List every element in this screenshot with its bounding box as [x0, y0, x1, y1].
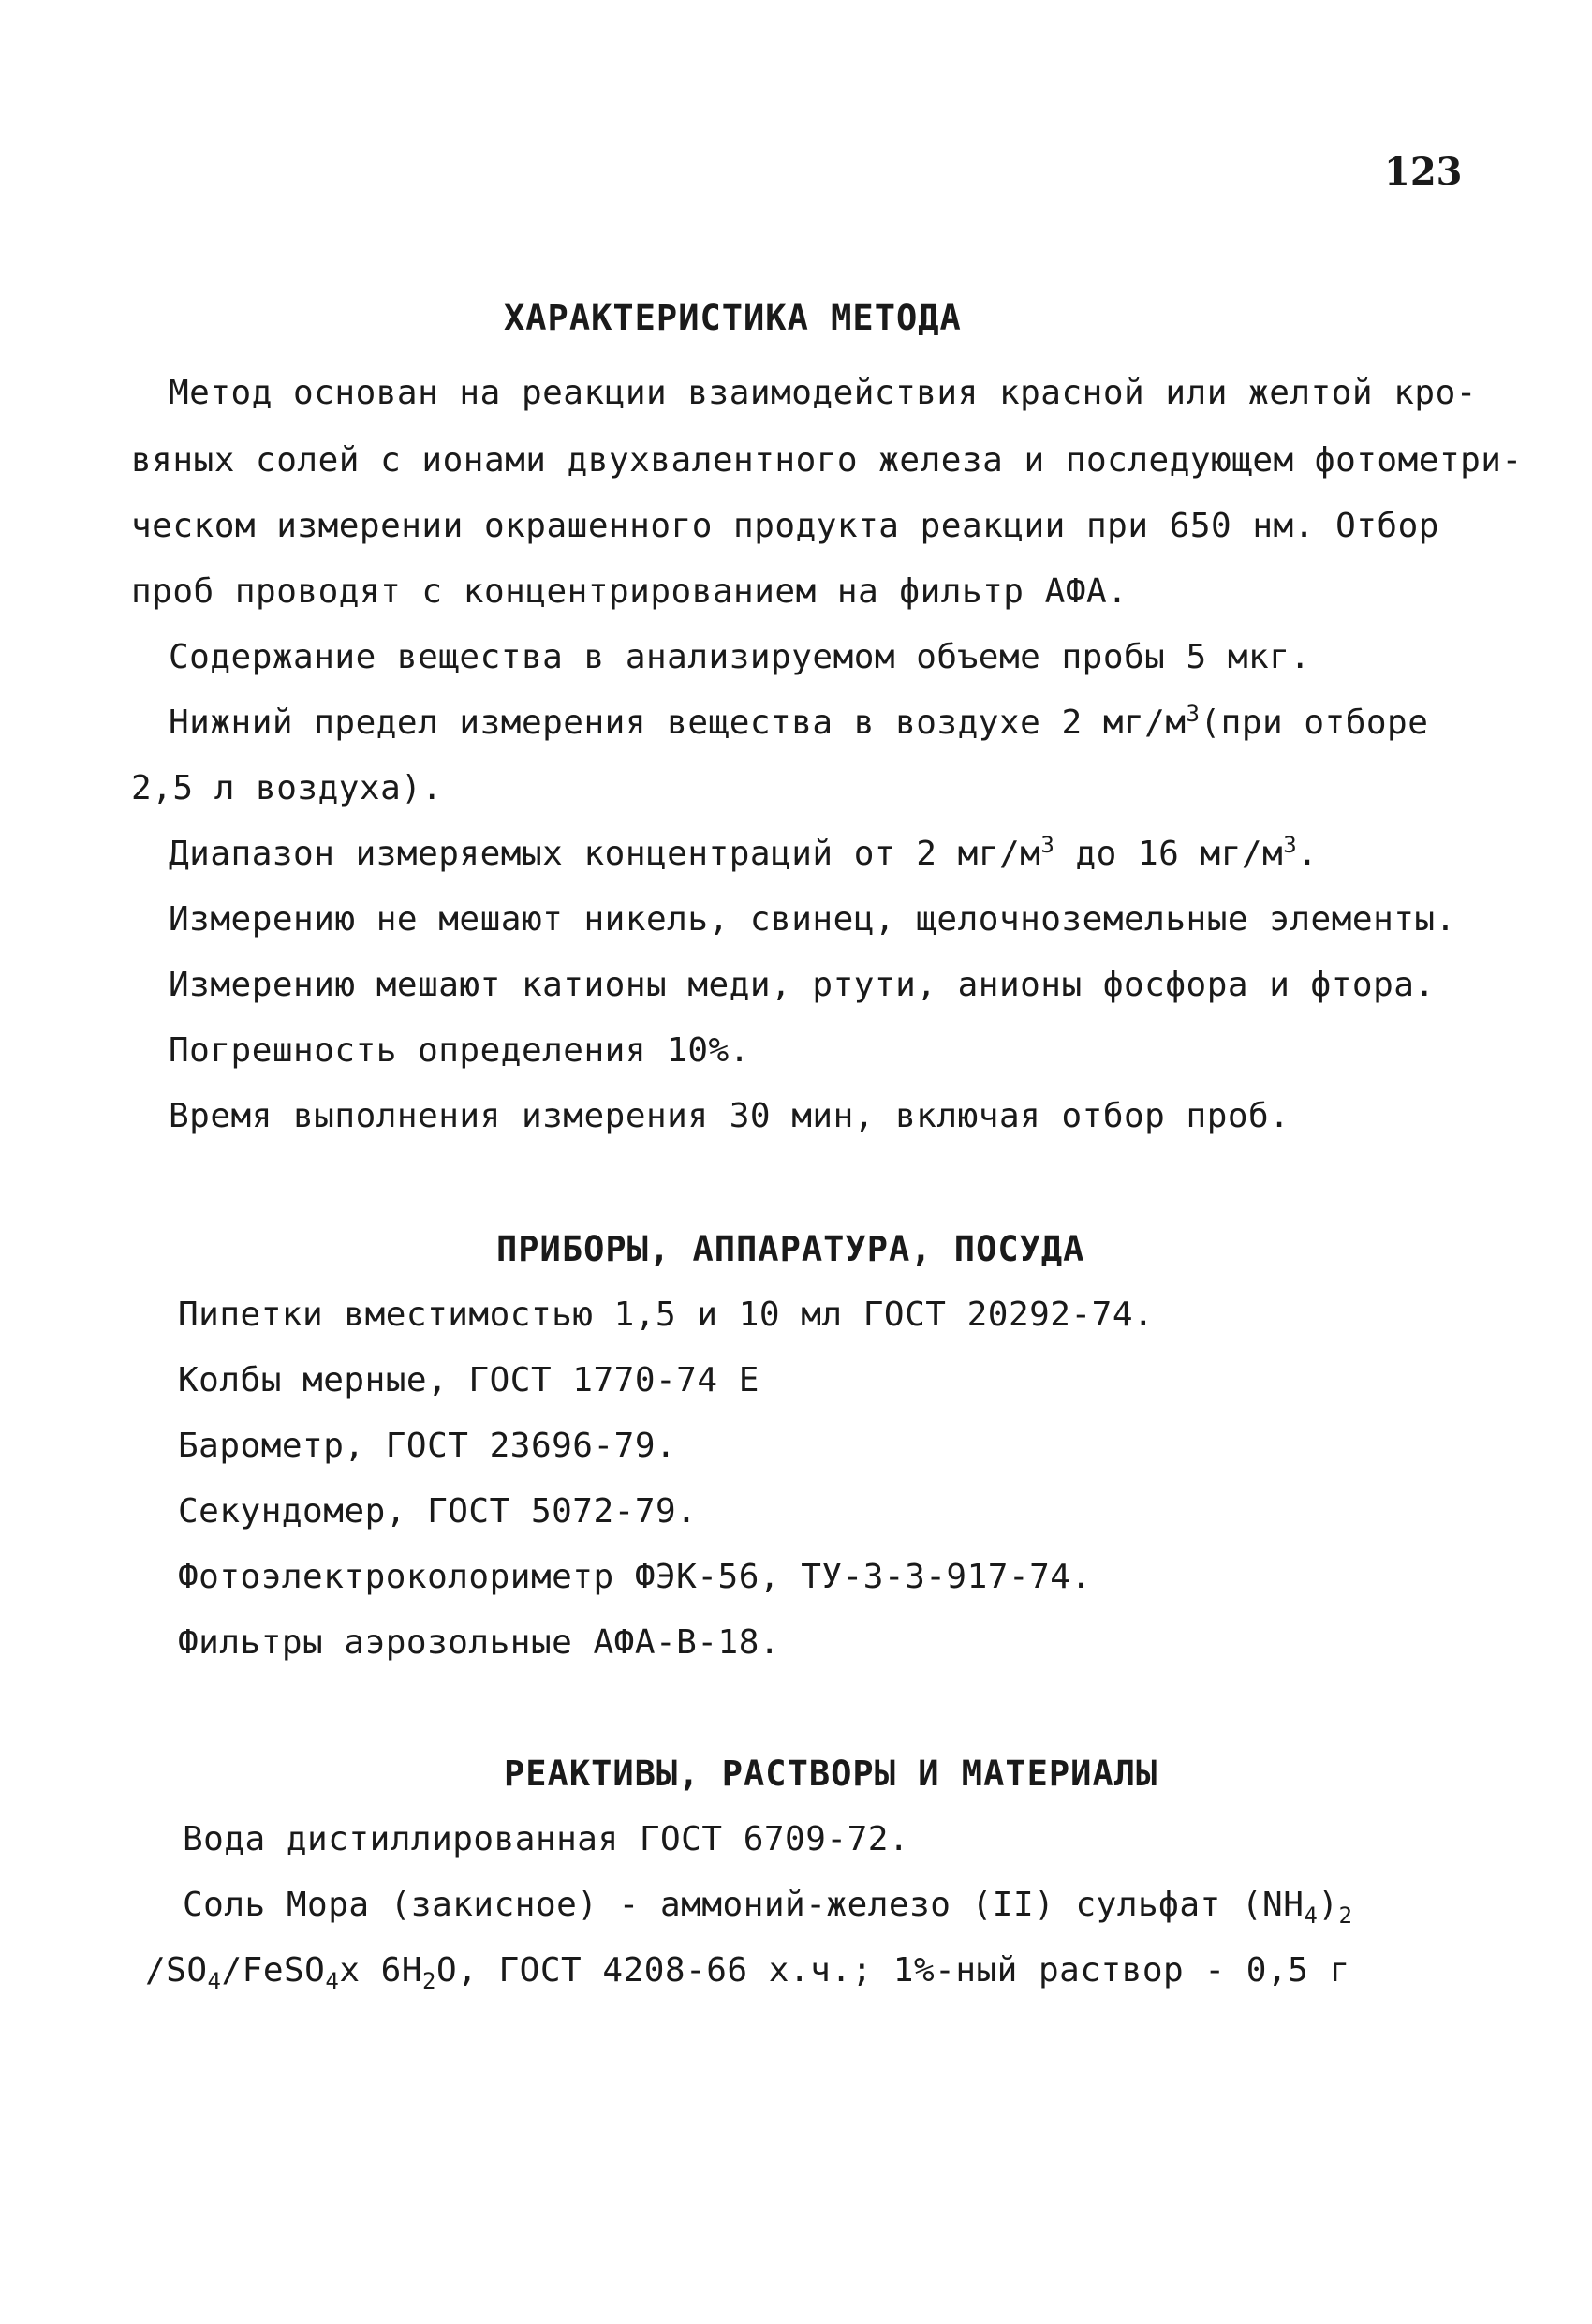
- list-item: [145, 1950, 1350, 1995]
- paragraph-line: 2,5 л воздуха).: [131, 769, 443, 807]
- paragraph-line: ческом измерении окрашенного продукта реакции при 650 нм. Отбор: [131, 507, 1439, 545]
- superscript: 3: [1186, 701, 1201, 727]
- lower-limit-text-cont: (при отборе: [1200, 703, 1429, 742]
- list-item: Фильтры аэрозольные АФА-В-18.: [178, 1623, 781, 1662]
- section-heading-equipment: ПРИБОРЫ, АППАРАТУРА, ПОСУДА: [496, 1229, 1085, 1269]
- paragraph-line: проб проводят с концентрированием на фильтр АФА.: [131, 572, 1128, 611]
- list-item: [183, 1885, 1353, 1930]
- section-heading-method: ХАРАКТЕРИСТИКА МЕТОДА: [504, 298, 962, 338]
- paragraph-line: Время выполнения измерения 30 мин, включая отбор проб.: [169, 1097, 1290, 1135]
- subscript: 2: [1338, 1902, 1353, 1930]
- formula-part: x 6H: [339, 1951, 423, 1990]
- paragraph-line: [169, 834, 1318, 875]
- range-text: Диапазон измеряемых концентраций от 2 мг/м: [169, 835, 1041, 873]
- paragraph-line: Измерению не мешают никель, свинец, щелочноземельные элементы.: [169, 900, 1456, 939]
- subscript: 4: [325, 1968, 340, 1995]
- section-heading-reagents: РЕАКТИВЫ, РАСТВОРЫ И МАТЕРИАЛЫ: [504, 1754, 1158, 1794]
- paragraph-line: Погрешность определения 10%.: [169, 1031, 750, 1070]
- lower-limit-text: Нижний предел измерения вещества в воздухе 2 мг/м: [169, 703, 1187, 742]
- superscript: 3: [1040, 832, 1055, 858]
- list-item: Вода дистиллированная ГОСТ 6709-72.: [183, 1820, 910, 1858]
- list-item: Колбы мерные, ГОСТ 1770-74 Е: [178, 1361, 759, 1399]
- range-period: .: [1297, 835, 1319, 873]
- page-number: 123: [1384, 150, 1463, 194]
- list-item: Фотоэлектроколориметр ФЭК-56, ТУ-3-3-917-74.: [178, 1558, 1092, 1596]
- paren: ): [1318, 1886, 1339, 1924]
- paragraph-line: Метод основан на реакции взаимодействия красной или желтой кро-: [169, 374, 1477, 412]
- subscript: 4: [1304, 1902, 1319, 1930]
- range-text-cont: до 16 мг/м: [1054, 835, 1284, 873]
- paragraph-line: [169, 703, 1428, 744]
- paragraph-line: Содержание вещества в анализируемом объеме пробы 5 мкг.: [169, 638, 1311, 676]
- list-item: Секундомер, ГОСТ 5072-79.: [178, 1492, 698, 1531]
- formula-part: O, ГОСТ 4208-66 х.ч.; 1%-ный раствор - 0,5 г: [435, 1951, 1350, 1990]
- paragraph-line: вяных солей с ионами двухвалентного железа и последующем фотометри-: [131, 441, 1523, 480]
- superscript: 3: [1283, 832, 1298, 858]
- subscript: 4: [207, 1968, 222, 1995]
- paragraph-line: Измерению мешают катионы меди, ртути, анионы фосфора и фтора.: [169, 966, 1436, 1004]
- list-item: Барометр, ГОСТ 23696-79.: [178, 1427, 677, 1465]
- list-item: Пипетки вместимостью 1,5 и 10 мл ГОСТ 20292-74.: [178, 1295, 1155, 1334]
- subscript: 2: [422, 1968, 436, 1995]
- formula-part: /FeSO: [221, 1951, 326, 1990]
- mohr-salt-text: Соль Мора (закисное) - аммоний-железо (II) сульфат (NH: [183, 1886, 1305, 1924]
- formula-part: /SO: [145, 1951, 208, 1990]
